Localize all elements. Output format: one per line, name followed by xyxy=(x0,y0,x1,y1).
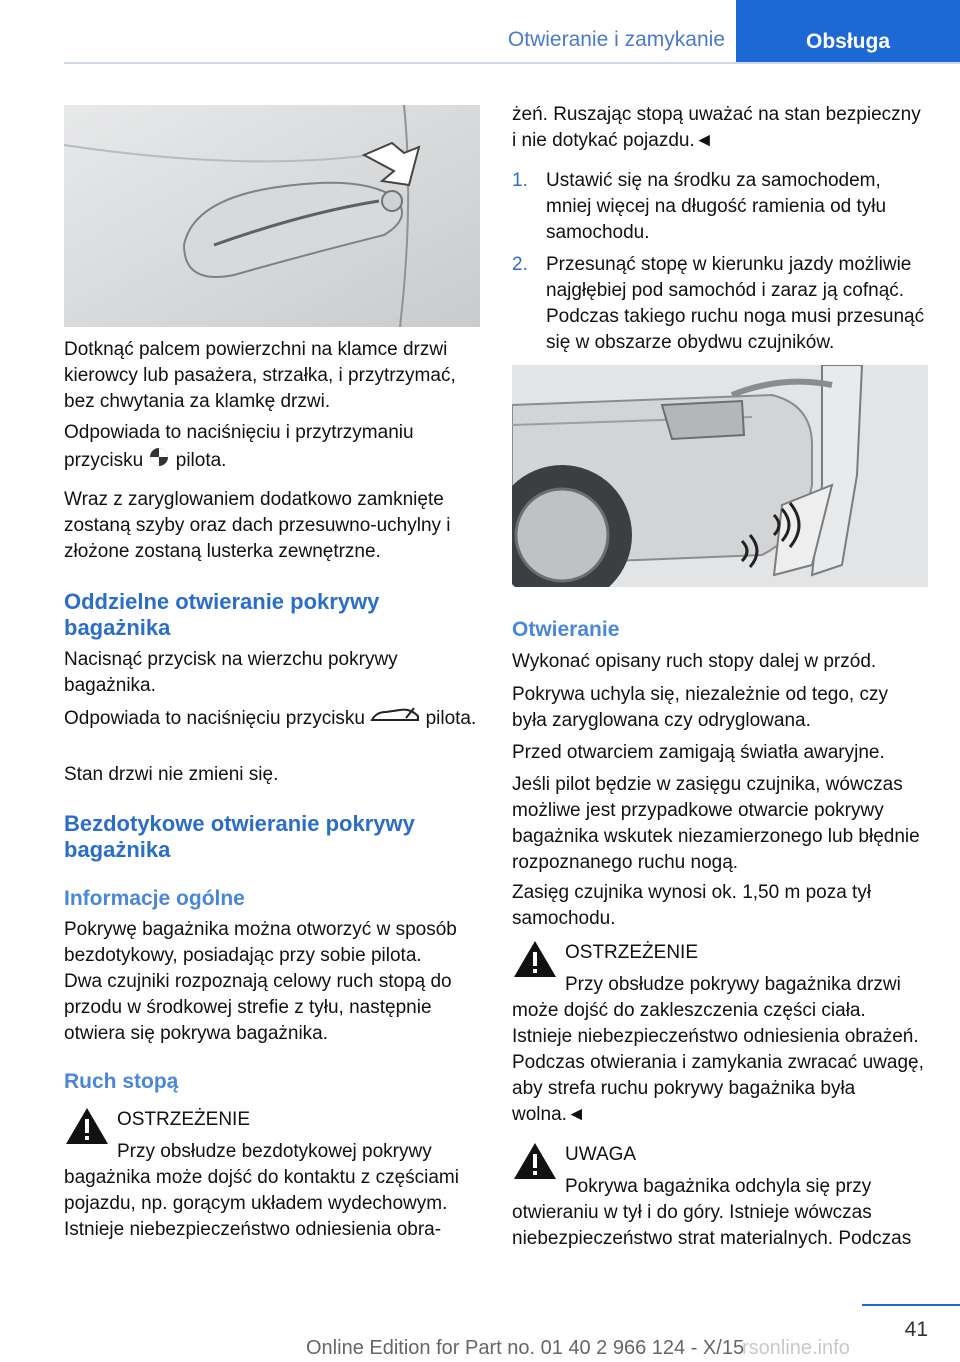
warning-title-right: OSTRZEŻENIE xyxy=(565,942,699,963)
page-header xyxy=(64,0,960,64)
left-paragraph-2-start: Odpowiada to naciśnięciu i przytrzymaniu przycisku xyxy=(64,422,414,472)
header-chapter-tab: Obsługa xyxy=(736,0,960,62)
heading-general-info: Informacje ogólne xyxy=(64,887,245,910)
right-paragraph-2: Pokrywa uchyla się, niezależnie od tego, czy była zaryglowana czy odryglowana. xyxy=(512,684,888,731)
list-number-1: 1. xyxy=(512,170,528,191)
heading-foot-movement: Ruch stopą xyxy=(64,1070,179,1093)
left-paragraph-6: Stan drzwi nie zmieni się. xyxy=(64,764,279,785)
right-paragraph-5: Zasięg czujnika wynosi ok. 1,50 m poza tył samochodu. xyxy=(512,882,872,929)
left-paragraph-7: Pokrywę bagażnika można otworzyć w sposób bezdotykowy, posiadając przy sobie pilota. xyxy=(64,919,457,966)
right-paragraph-continued: żeń. Ruszając stopą uważać na stan bezpieczny i nie dotykać pojazdu.◄ xyxy=(512,104,921,151)
heading-trunk-separate: Oddzielne otwieranie pokrywy bagażnika xyxy=(64,589,380,640)
left-paragraph-1: Dotknąć palcem powierzchni na klamce drzwi kierowcy lub pasażera, strzałka, i przytrzymać, bez chwytania za klamkę drzwi. xyxy=(64,339,456,412)
warning-title: OSTRZEŻENIE xyxy=(117,1109,251,1130)
note-text: Pokrywa bagażnika odchyla się przy otwieraniu w tył i do góry. Istnieje wówczas niebezpieczeństwo strat materialnych. Podczas xyxy=(512,1176,912,1249)
left-paragraph-5-end: pilota. xyxy=(425,708,477,730)
left-paragraph-3: Wraz z zaryglowaniem dodatkowo zamknięte zostaną szyby oraz dach przesuwno-uchylny i złożone zostaną lusterka zewnętrzne. xyxy=(64,489,451,562)
note-title: UWAGA xyxy=(565,1144,637,1165)
left-paragraph-8: Dwa czujniki rozpoznają celowy ruch stopą do przodu w środkowej strefie z tyłu, następnie otwiera się pokrywa bagażnika. xyxy=(64,971,452,1044)
list-item-2: Przesunąć stopę w kierunku jazdy możliwie najgłębiej pod samochód i zaraz ją cofnąć. Podczas takiego ruchu noga musi przesunąć się w obszarze obydwu czujników. xyxy=(546,254,925,353)
footer-rule xyxy=(862,1304,960,1306)
warning-text-right: Przy obsłudze pokrywy bagażnika drzwi może dojść do zakleszczenia części ciała. Istnieje niebezpieczeństwo odniesienia obrażeń. Podczas otwierania i zamykania zwracać uwagę, aby strefa ruchu pokrywy bagażnika była wolna.◄ xyxy=(512,974,924,1125)
heading-contactless-opening: Bezdotykowe otwieranie pokrywy bagażnika xyxy=(64,811,415,862)
foot-gesture-illustration xyxy=(512,365,928,587)
right-paragraph-3: Przed otwarciem zamigają światła awaryjne. xyxy=(512,742,885,763)
left-paragraph-2-end: pilota. xyxy=(175,450,227,472)
watermark-text: rsonline.info xyxy=(742,1337,850,1359)
door-handle-illustration xyxy=(64,105,480,327)
lock-button-icon xyxy=(148,446,170,476)
list-item-1: Ustawić się na środku za samochodem, mniej więcej na długość ramienia od tyłu samochodu. xyxy=(546,170,887,243)
page-number: 41 xyxy=(904,1318,928,1341)
header-section-title: Otwieranie i zamykanie xyxy=(507,28,725,51)
footer-edition-text: Online Edition for Part no. 01 40 2 966 124 - X/15 xyxy=(306,1337,745,1359)
left-paragraph-5-start: Odpowiada to naciśnięciu przycisku xyxy=(64,708,365,730)
door-handle-figure xyxy=(64,105,480,327)
right-paragraph-1: Wykonać opisany ruch stopy dalej w przód. xyxy=(512,651,877,672)
foot-gesture-figure xyxy=(512,365,928,587)
list-number-2: 2. xyxy=(512,254,528,275)
left-paragraph-2 xyxy=(64,420,480,476)
right-paragraph-4: Jeśli pilot będzie w zasięgu czujnika, wówczas możliwe jest przypadkowe otwarcie pokrywy bagażnika wskutek niezamierzonego lub błędnie rozpoznanego ruchu nogą. xyxy=(512,774,920,873)
heading-opening: Otwieranie xyxy=(512,618,620,641)
left-paragraph-4: Nacisnąć przycisk na wierzchu pokrywy bagażnika. xyxy=(64,649,398,696)
left-paragraph-5 xyxy=(64,704,480,734)
trunk-button-icon xyxy=(370,704,420,734)
warning-text: Przy obsłudze bezdotykowej pokrywy bagażnika może dojść do kontaktu z częściami pojazdu, np. gorącym układem wydechowym. Istnieje niebezpieczeństwo odniesienia obra- xyxy=(64,1141,459,1240)
